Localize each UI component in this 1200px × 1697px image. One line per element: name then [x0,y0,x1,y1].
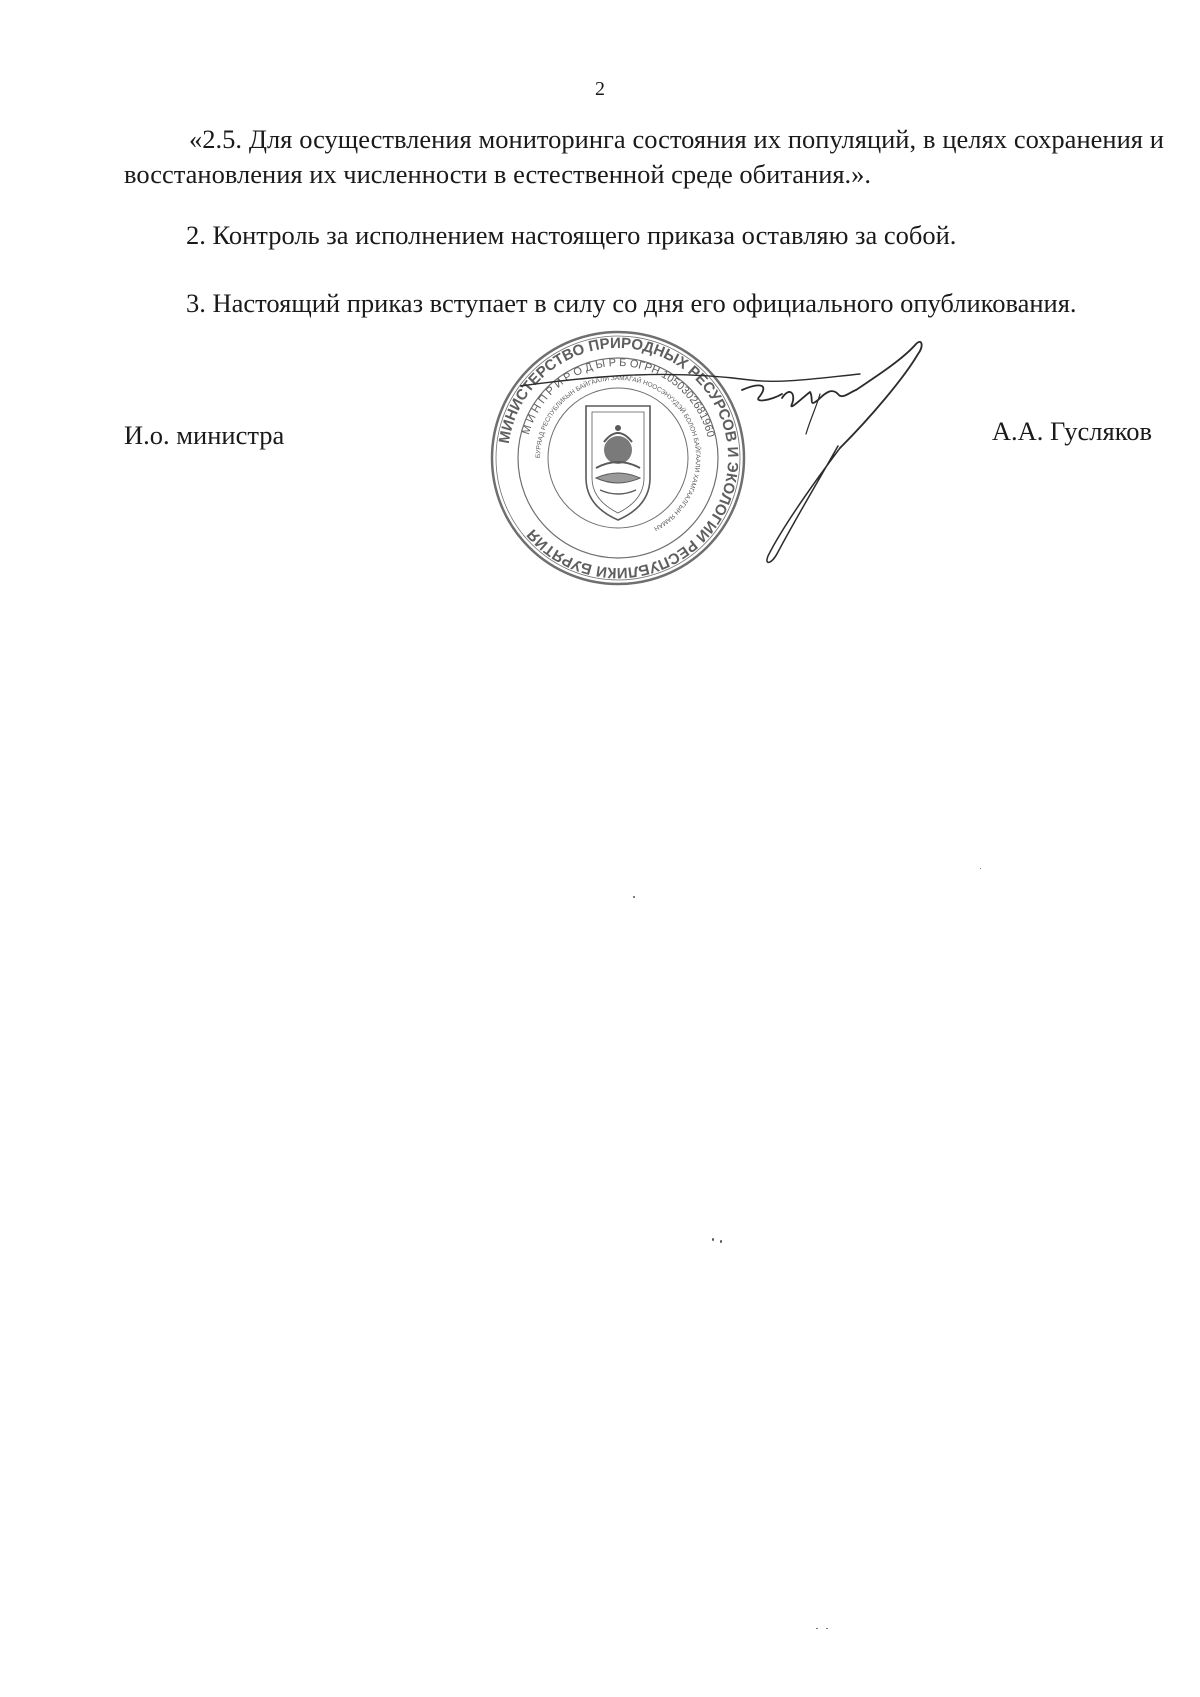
signatory-name: А.А. Гусляков [991,416,1152,446]
scan-speck [633,896,635,898]
scan-speck [980,868,981,869]
paragraph-control: 2. Контроль за исполнением настоящего приказа оставляю за собой. [186,220,957,250]
paragraph-effective-date: 3. Настоящий приказ вступает в силу со дня его официального опубликования. [186,288,1077,318]
signatory-title: И.о. министра [124,420,285,450]
scan-speck [720,1240,722,1243]
scan-speck [816,1628,818,1629]
handwritten-signature [520,338,1000,568]
scan-speck [712,1238,714,1241]
paragraph-2-5: «2.5. Для осуществления мониторинга состояния их популяций, в целях сохранения и восстановления их численности в естественной среде обитания.». [124,124,1164,189]
scan-speck [826,1628,828,1629]
seal-outer-text: МИНИСТЕРСТВО ПРИРОДНЫХ РЕСУРСОВ И ЭКОЛОГИИ РЕСПУБЛИКИ БУРЯТИЯ [495,334,742,582]
seal-inner-text: БУРЯАД РЕСПУБЛИКЫН БАЙГААЛИ ЗАМАГАЙ НООСЭНУУДЭЙ БОЛОН БАЙГААЛИ ХАМГААЛГЫН ЯАМАН [534,374,702,532]
seal-middle-text: М И Н П Р И Р О Д Ы Р Б ОГРН 1050302681960 [520,356,717,439]
page-number: 2 [595,78,605,100]
